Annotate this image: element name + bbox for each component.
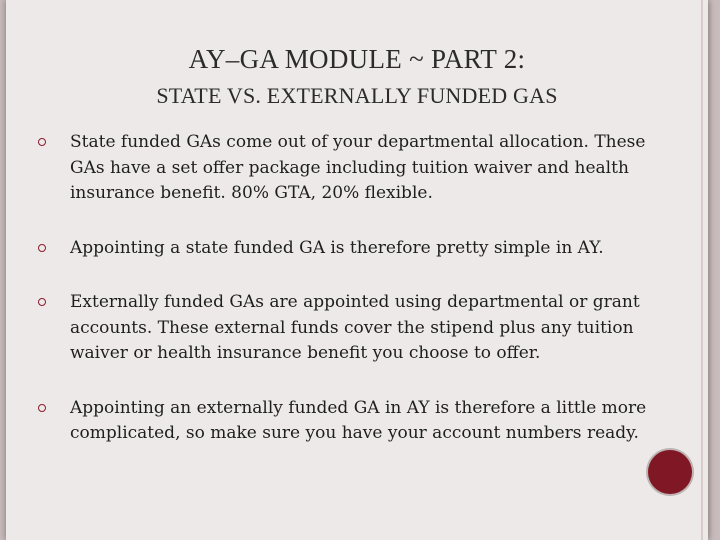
bullet-list <box>38 130 678 447</box>
decorative-rail <box>701 0 703 540</box>
slide-subtitle: STATE VS. EXTERNALLY FUNDED GAS <box>156 83 558 108</box>
bullet-circle-icon <box>38 298 46 306</box>
bullet-text: Appointing an externally funded GA in AY is therefore a little more complicated, so make sure you have your account numbers ready. <box>70 397 647 443</box>
bullet-item <box>38 396 678 447</box>
slide <box>6 0 708 540</box>
bullet-item <box>38 236 678 262</box>
bullet-circle-icon <box>38 138 46 146</box>
bullet-text: Appointing a state funded GA is therefore pretty simple in AY. <box>70 237 604 258</box>
bullet-circle-icon <box>38 244 46 252</box>
bullet-item <box>38 290 678 367</box>
bullet-text: Externally funded GAs are appointed using departmental or grant accounts. These external funds cover the stipend plus any tuition waiver or health insurance benefit you choose to offer. <box>70 292 640 363</box>
bullet-text: State funded GAs come out of your departmental allocation. These GAs have a set offer package including tuition waiver and health insurance benefit. 80% GTA, 20% flexible. <box>70 132 646 203</box>
decorative-circle <box>648 450 692 494</box>
slide-title: AY–GA MODULE ~ PART 2: <box>188 44 526 74</box>
bullet-item <box>38 130 678 207</box>
bullet-circle-icon <box>38 404 46 412</box>
